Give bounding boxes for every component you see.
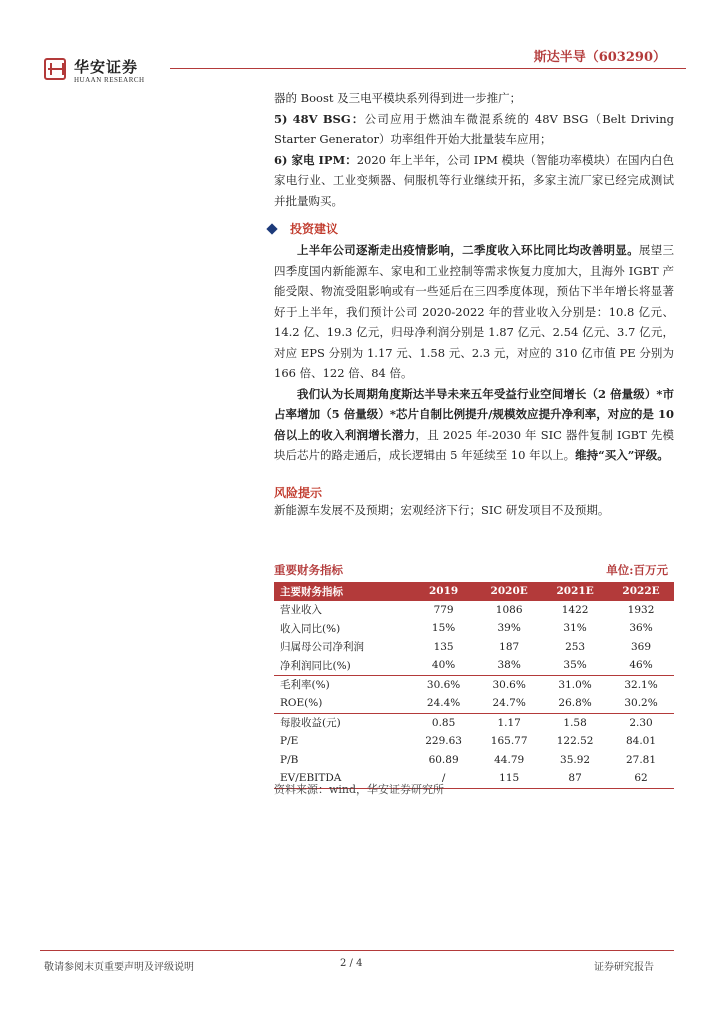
- table-cell: 62: [608, 769, 674, 788]
- table-cell: 24.4%: [426, 697, 461, 710]
- intro-line: 器的 Boost 及三电平模块系列得到进一步推广；: [274, 91, 522, 105]
- table-header-row: [274, 582, 674, 601]
- item6-label: 6) 家电 IPM：: [274, 152, 357, 167]
- table-header-cell: 2019: [411, 582, 476, 601]
- table-cell: 87: [542, 769, 608, 788]
- table-row: [274, 751, 674, 770]
- table-row: [274, 713, 674, 732]
- table-header-cell: 2020E: [476, 582, 542, 601]
- table-cell: 84.01: [625, 735, 657, 748]
- table-cell: 31.0%: [542, 675, 608, 694]
- table-cell: 营业收入: [280, 604, 322, 617]
- table-cell: 36%: [629, 622, 653, 635]
- table-cell: 24.7%: [492, 697, 526, 710]
- table-cell: 44.79: [494, 753, 525, 766]
- table-cell: 229.63: [425, 735, 462, 748]
- risk-text: 新能源车发展不及预期；宏观经济下行；SIC 研发项目不及预期。: [274, 503, 610, 517]
- table-header-cell: 2022E: [608, 582, 674, 601]
- table-row: [274, 656, 674, 675]
- table-row: [274, 694, 674, 713]
- table-cell: 39%: [497, 622, 521, 635]
- table-cell: 1086: [495, 603, 523, 616]
- item-home-ipm: [274, 150, 674, 212]
- table-cell: 收入同比(%): [280, 622, 341, 635]
- table-cell: 122.52: [556, 735, 594, 748]
- table-cell: 1.58: [542, 713, 608, 732]
- table-cell: /: [411, 769, 476, 788]
- table-cell: ROE(%): [280, 697, 323, 710]
- table-cell: 40%: [431, 659, 456, 672]
- item6-text: 2020 年上半年，公司 IPM 模块（智能功率模块）在国内白色家电行业、工业变频器、伺服机等行业继续开拓，多家主流厂家已经完成测试并批量购买。: [274, 152, 675, 208]
- table-cell: 60.89: [428, 753, 459, 766]
- risk-heading: 风险提示: [274, 486, 323, 500]
- invest-para-1: [274, 240, 674, 384]
- table-cell: 30.6%: [476, 675, 542, 694]
- table-cell: 毛利率(%): [274, 675, 411, 694]
- table-cell: 46%: [629, 659, 653, 672]
- page-header: [40, 40, 686, 88]
- table-cell: 115: [476, 769, 542, 788]
- table-header-cell: 主要财务指标: [274, 582, 411, 601]
- table-cell: 15%: [431, 622, 456, 635]
- item-48v-bsg: [274, 109, 674, 150]
- table-row: [274, 638, 674, 657]
- table-source: 资料来源：wind，华安证券研究所: [274, 783, 445, 796]
- table-cell: 165.77: [490, 735, 528, 748]
- invest-para-2: [274, 384, 674, 466]
- page-number: 2 / 4: [340, 958, 363, 969]
- logo-subtext: HUAAN RESEARCH: [74, 76, 145, 84]
- table-cell: 32.1%: [608, 675, 674, 694]
- logo-text: 华安证券: [74, 58, 139, 76]
- table-cell: 每股收益(元): [274, 713, 411, 732]
- table-cell: 35.92: [560, 753, 591, 766]
- financial-table: [274, 582, 674, 789]
- table-cell: 779: [433, 603, 454, 616]
- table-title-text: 重要财务指标: [274, 563, 343, 577]
- table-cell: 27.81: [625, 753, 657, 766]
- report-title: 斯达半导（603290）: [533, 50, 666, 65]
- footer-divider: [40, 950, 674, 951]
- table-header-cell: 2021E: [542, 582, 608, 601]
- table-cell: 253: [565, 640, 586, 653]
- table-row: [274, 619, 674, 638]
- footer-disclaimer: 敬请参阅末页重要声明及评级说明: [44, 962, 194, 973]
- table-cell: EV/EBITDA: [274, 769, 411, 788]
- invest-block: [274, 240, 674, 466]
- table-cell: 187: [499, 640, 520, 653]
- invest-p2-text: ，且 2025 年-2030 年 SIC 器件复制 IGBT 先模块后芯片的路走通后，成长逻辑由 5 年延续至 10 年以上。: [274, 427, 675, 462]
- invest-p2-bold: 我们认为长周期角度斯达半导未来五年受益行业空间增长（2 倍量级）*市占率增加（5 倍量级）*芯片自制比例提升/规模效应提升净利率，对应的是 10 倍以上的收入利润增长潜力: [274, 386, 674, 442]
- item5-text: 公司应用于燃油车微混系统的 48V BSG（Belt Driving Starter Generator）功率组件开始大批量装车应用；: [274, 111, 674, 146]
- table-cell: 38%: [497, 659, 521, 672]
- footer-report-type: 证券研究报告: [594, 962, 654, 973]
- table-cell: 1932: [627, 603, 655, 616]
- section-bullet-icon: [266, 223, 277, 234]
- table-cell: 2.30: [608, 713, 674, 732]
- intro-block: [274, 88, 674, 211]
- table-cell: 1422: [561, 603, 589, 616]
- item5-label: 5) 48V BSG：: [274, 111, 365, 126]
- table-cell: 135: [433, 640, 454, 653]
- table-row: [274, 601, 674, 620]
- table-cell: 30.2%: [624, 697, 658, 710]
- table-cell: P/E: [280, 735, 299, 748]
- table-cell: 31%: [563, 622, 587, 635]
- table-cell: 净利润同比(%): [280, 659, 351, 672]
- table-title: [274, 562, 674, 578]
- table-row: [274, 732, 674, 751]
- table-cell: 30.6%: [411, 675, 476, 694]
- table-cell: 0.85: [411, 713, 476, 732]
- table-cell: 369: [631, 640, 652, 653]
- table-cell: 26.8%: [558, 697, 592, 710]
- invest-p1-text: 展望三四季度国内新能源车、家电和工业控制等需求恢复力度加大，且海外 IGBT 产能受限、物流受阻影响或有一些延后在三四季度体现，预估下半年增长将显著好于上半年，我们预计公司 2020-2022 年的营业收入分别是：10.8 亿元、14.2 亿、19.3 亿元，归母净利润分别是 1.87 亿元、2.54 亿元、3.7 亿元，对应 EPS 分别为 1.17 元、1.58 元、2.3 元，对应的 310 亿市值 PE 分别为 166 倍、122 倍、84 倍。: [274, 243, 675, 380]
- invest-heading: 投资建议: [290, 222, 339, 236]
- invest-p1-bold: 上半年公司逐渐走出疫情影响，二季度收入环比同比均改善明显。: [297, 243, 639, 257]
- table-cell: P/B: [280, 753, 299, 766]
- table-cell: 1.17: [476, 713, 542, 732]
- risk-block: [274, 500, 674, 521]
- table-unit: 单位:百万元: [606, 563, 668, 577]
- huaan-logo-icon: [44, 58, 66, 80]
- table-cell: 归属母公司净利润: [280, 641, 364, 654]
- header-divider: [170, 68, 686, 69]
- table-cell: 35%: [563, 659, 587, 672]
- table-row: [274, 675, 674, 694]
- rating-statement: 维持“买入”评级。: [575, 448, 669, 462]
